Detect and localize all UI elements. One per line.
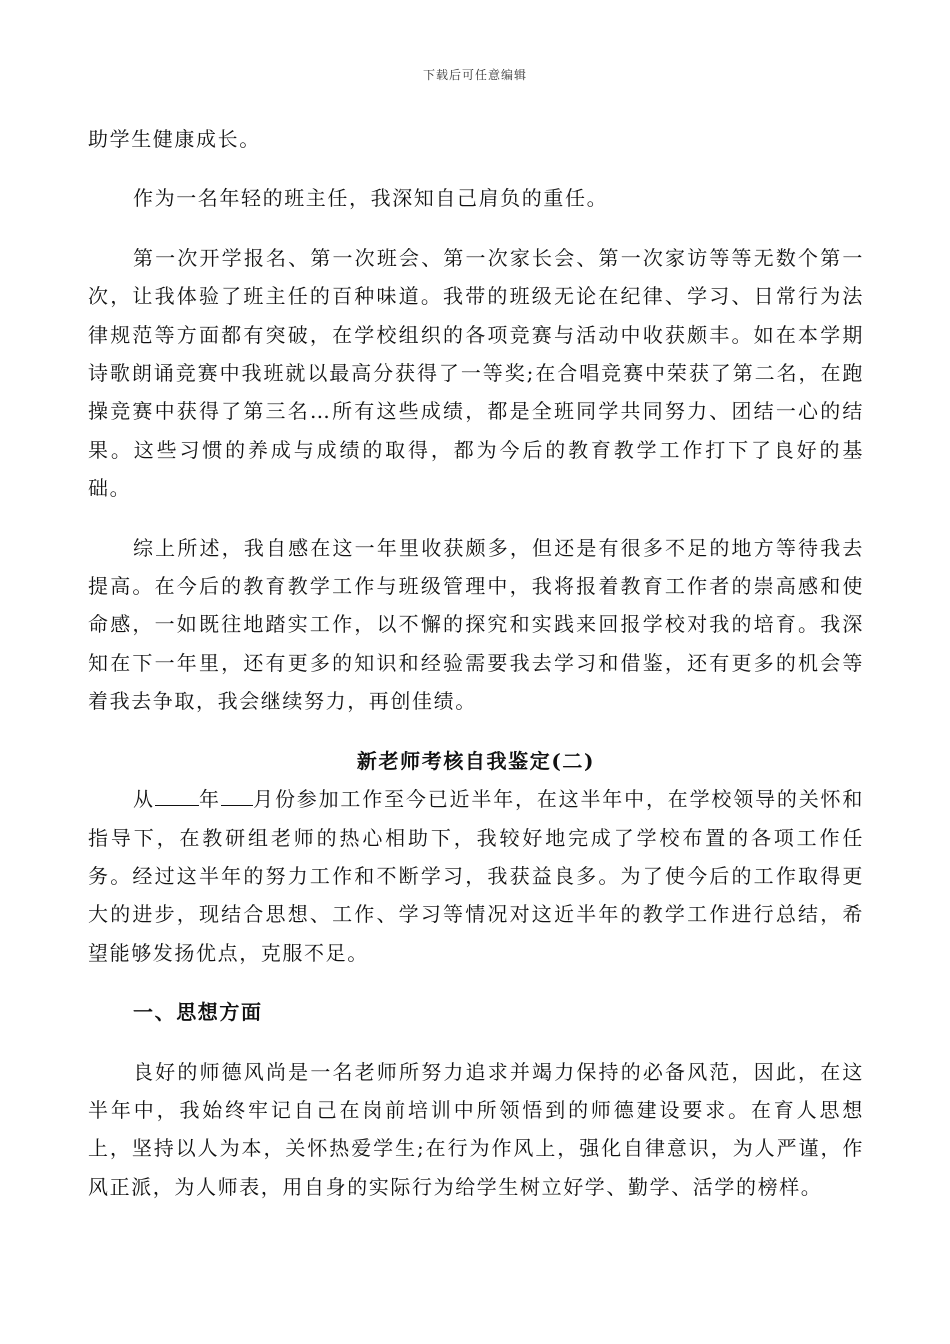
month-blank <box>221 804 253 806</box>
paragraph-achievements: 第一次开学报名、第一次班会、第一次家长会、第一次家访等等无数个第一次，让我体验了班主任的百种味道。我带的班级无论在纪律、学习、日常行为法律规范等方面都有突破，在学校组织的各项竞赛与活动中收获颇丰。如在本学期诗歌朗诵竞赛中我班就以最高分获得了一等奖;在合唱竞赛中荣获了第二名，在跑操竞赛中获得了第三名…所有这些成绩，都是全班同学共同努力、团结一心的结果。这些习惯的养成与成绩的取得，都为今后的教育教学工作打下了良好的基础。 <box>88 245 864 501</box>
paragraph-summary: 综上所述，我自感在这一年里收获颇多，但还是有很多不足的地方等待我去提高。在今后的教育教学工作与班级管理中，我将报着教育工作者的崇高感和使命感，一如既往地踏实工作，以不懈的探究和实践来回报学校对我的培育。我深知在下一年里，还有更多的知识和经验需要我去学习和借鉴，还有更多的机会等着我去争取，我会继续努力，再创佳绩。 <box>88 535 864 714</box>
subheading-ideology: 一、思想方面 <box>133 1000 263 1025</box>
year-blank <box>155 804 199 806</box>
page-header: 下载后可任意编辑 <box>422 68 527 82</box>
paragraph-responsibility: 作为一名年轻的班主任，我深知自己肩负的重任。 <box>133 186 609 211</box>
paragraph-continuation: 助学生健康成长。 <box>88 127 261 151</box>
intro-prefix: 从 <box>133 787 155 812</box>
section-title: 新老师考核自我鉴定(二) <box>356 748 596 773</box>
intro-text: 月份参加工作至今已近半年，在这半年中，在学校领导的关怀和指导下，在教研组老师的热心相助下，我较好地完成了学校布置的各项工作任务。经过这半年的努力工作和不断学习，我获益良多。为了使今后的工作取得更大的进步，现结合思想、工作、学习等情况对这近半年的教学工作进行总结，希望能够发扬优点，克服不足。 <box>88 787 864 965</box>
paragraph-ethics: 良好的师德风尚是一名老师所努力追求并竭力保持的必备风范，因此，在这半年中，我始终牢记自己在岗前培训中所领悟到的师德建设要求。在育人思想上，坚持以人为本，关怀热爱学生;在行为作风上，强化自律意识，为人严谨，作风正派，为人师表，用自身的实际行为给学生树立好学、勤学、活学的榜样。 <box>88 1059 864 1199</box>
document-body <box>88 120 864 1206</box>
intro-year-label: 年 <box>198 787 221 812</box>
paragraph-intro <box>88 780 864 972</box>
